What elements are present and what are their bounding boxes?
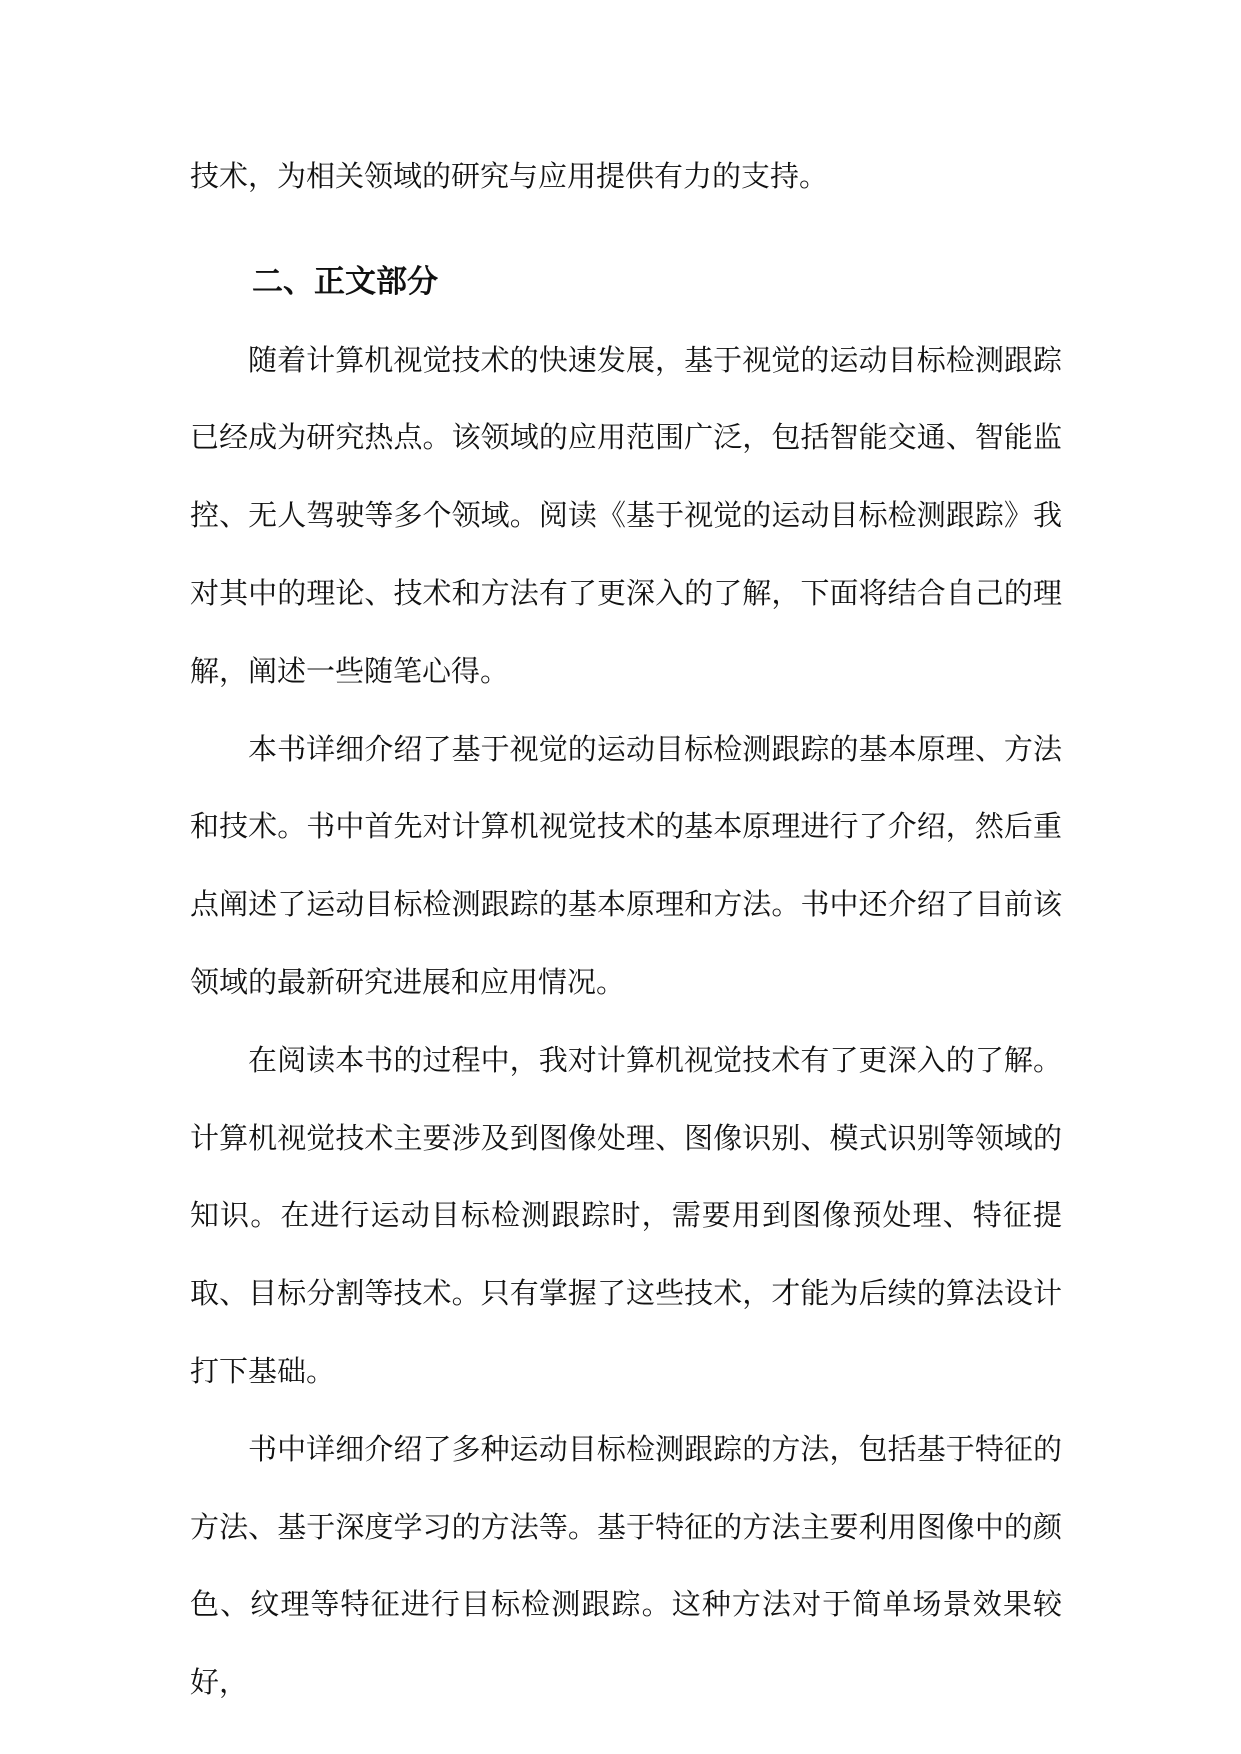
intro-fragment: 技术，为相关领域的研究与应用提供有力的支持。 (190, 159, 829, 193)
paragraph-2: 本书详细介绍了基于视觉的运动目标检测跟踪的基本原理、方法和技术。书中首先对计算机视觉技术的基本原理进行了介绍，然后重点阐述了运动目标检测跟踪的基本原理和方法。书中还介绍了目前该领域的最新研究进展和应用情况。 (190, 731, 1062, 999)
paragraph-4: 书中详细介绍了多种运动目标检测跟踪的方法，包括基于特征的方法、基于深度学习的方法等。基于特征的方法主要利用图像中的颜色、纹理等特征进行目标检测跟踪。这种方法对于简单场景效果较好， (190, 1431, 1062, 1700)
section-heading: 二、正文部分 (252, 263, 438, 300)
paragraph-3: 在阅读本书的过程中，我对计算机视觉技术有了更深入的了解。计算机视觉技术主要涉及到图像处理、图像识别、模式识别等领域的知识。在进行运动目标检测跟踪时，需要用到图像预处理、特征提取、目标分割等技术。只有掌握了这些技术，才能为后续的算法设计打下基础。 (190, 1042, 1062, 1388)
document-body (190, 138, 1062, 1722)
paragraph-1: 随着计算机视觉技术的快速发展，基于视觉的运动目标检测跟踪已经成为研究热点。该领域的应用范围广泛，包括智能交通、智能监控、无人驾驶等多个领域。阅读《基于视觉的运动目标检测跟踪》我对其中的理论、技术和方法有了更深入的了解，下面将结合自己的理解，阐述一些随笔心得。 (190, 342, 1062, 688)
